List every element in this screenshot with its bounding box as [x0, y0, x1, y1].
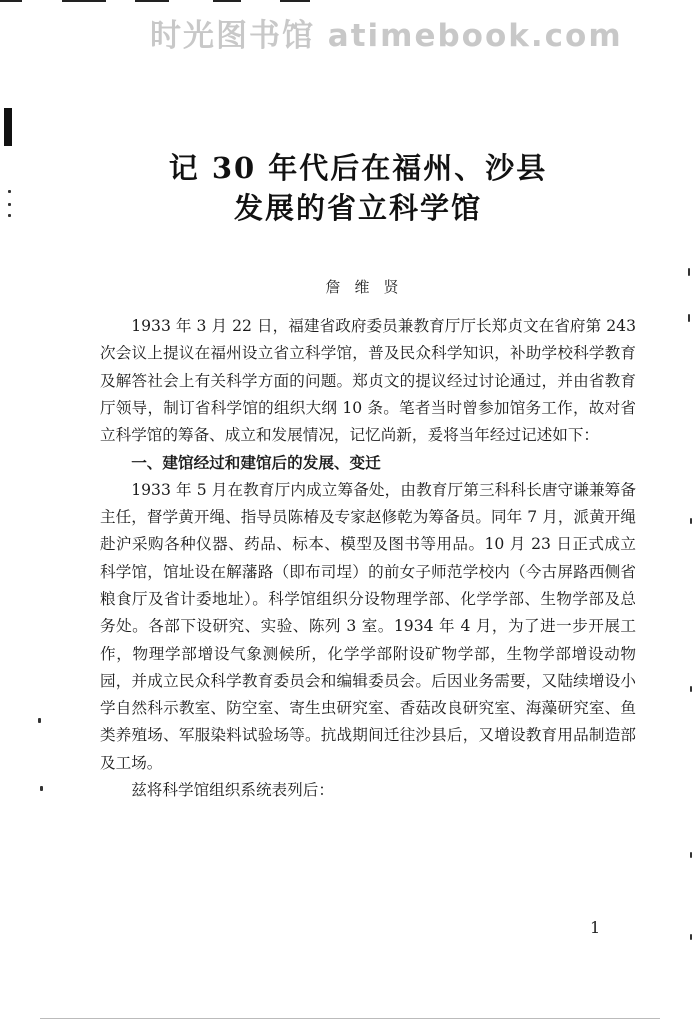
scan-speck — [688, 268, 690, 276]
scan-speck — [38, 718, 41, 723]
scan-speck — [688, 314, 690, 322]
article-body — [100, 313, 636, 804]
scan-speck — [690, 934, 692, 940]
scan-speck — [690, 852, 692, 858]
scan-speck — [40, 786, 43, 791]
section-heading: 一、建馆经过和建馆后的发展、变迁 — [131, 453, 381, 473]
scan-margin-mark — [4, 108, 12, 146]
article-title-line2: 发展的省立科学馆 — [233, 191, 482, 225]
page-number: 1 — [590, 918, 601, 937]
top-edge-marks — [0, 0, 698, 10]
paragraph: 1933 年 3 月 22 日，福建省政府委员兼教育厅厅长郑贞文在省府第 243 次会议上提议在福州设立省立科学馆，普及民众科学知识，补助学校科学教育及解答社会上有关科学方面的问题。郑贞文的提议经过讨论通过，并由省教育厅领导，制订省科学馆的组织大纲 10 条。笔者当时曾参加馆务工作，故对省立科学馆的筹备、成立和发展情况，记忆尚新，爰将当年经过记述如下： — [100, 317, 636, 445]
scan-speck — [690, 686, 692, 692]
author-name: 詹维贤 — [325, 278, 413, 296]
article-title-line1: 记 30 年代后在福州、沙县 — [168, 151, 548, 185]
paragraph: 1933 年 5 月在教育厅内成立筹备处，由教育厅第三科科长唐守谦兼筹备主任，督学黄开绳、指导员陈椿及专家赵修乾为筹备员。同年 7 月，派黄开绳赴沪采购各种仪器、药品、标本、模型及图书等用品。10 月 23 日正式成立科学馆，馆址设在解藩路（即布司埕）的前女子师范学校内（今古屏路西侧省粮食厅及省计委地址）。科学馆组织分设物理学部、化学学部、生物学部及总务处。各部下设研究、实验、陈列 3 室。1934 年 4 月，为了进一步开展工作，物理学部增设气象测候所，化学学部附设矿物学部，生物学部增设动物园，并成立民众科学教育委员会和编辑委员会。后因业务需要，又陆续增设小学自然科示教室、防空室、寄生虫研究室、香菇改良研究室、海藻研究室、鱼类养殖场、军服染料试验场等。抗战期间迁往沙县后，又增设教育用品制造部及工场。 — [100, 480, 636, 772]
watermark: 时光图书馆 atimebook.com — [150, 18, 623, 54]
paragraph: 兹将科学馆组织系统表列后： — [131, 781, 334, 800]
scan-speck — [690, 518, 692, 524]
bottom-edge-line — [40, 1018, 660, 1019]
